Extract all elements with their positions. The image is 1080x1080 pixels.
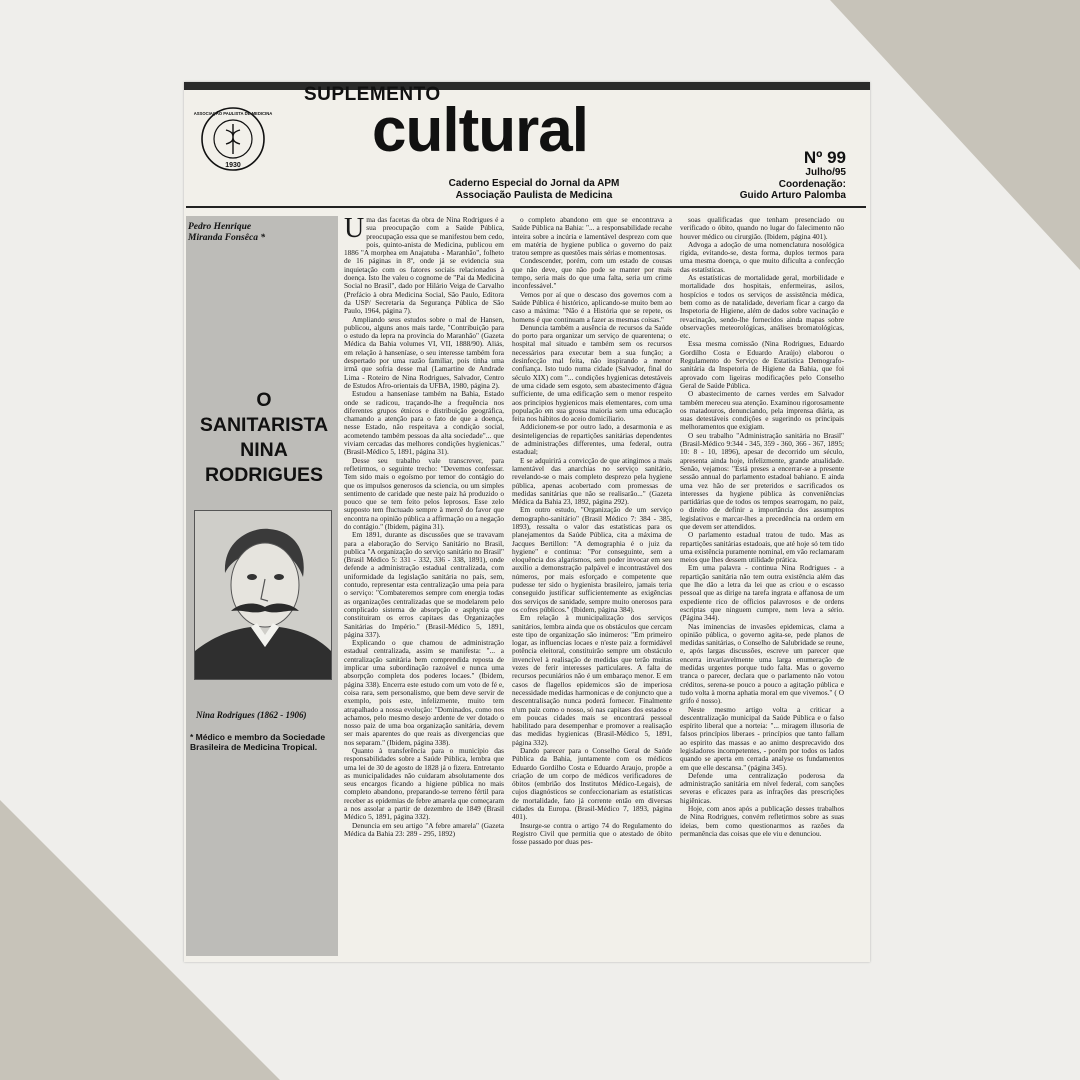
article-paragraph xyxy=(344,531,504,639)
portrait-left-eye xyxy=(247,574,257,580)
paragraph-text: ma das facetas da obra de Nina Rodrigues é a sua preocupação com a Saúde Pública, preocupação essa que se manifestou bem cedo, pois, quinto-anista de Medicina, publicou em 1886 "A morphea em Anajatuba - Maranhão", folheto de 16 páginas in 8º, onde já se evidencia sua inquietação com os fatores sociais relacionados à doença. Isto lhe valeu o cognome de "Pai da Medicina Social no Brasil", dado por Hilário Veiga de Carvalho (Prefácio à obra Medicina Social, São Paulo, Editora da USP/ Secretaria da Segurança Pública de São Paulo, 1964, página 7). xyxy=(344,215,504,316)
paragraph-text: Addicionem-se por outro lado, a desarmonia e as desinteligencias de repartições sanitárias dependentes de administrações differentes, uma federal, outra estadual; xyxy=(512,422,672,457)
article-paragraph xyxy=(680,390,844,431)
article-column-1 xyxy=(344,213,504,960)
paragraph-text: Denuncia em seu artigo "A febre amarela" (Gazeta Médica da Bahia 23: 289 - 295, 1892) xyxy=(344,820,504,838)
newspaper-page xyxy=(184,82,870,962)
article-paragraph xyxy=(680,805,844,838)
paragraph-text: Hoje, com anos após a publicação desses trabalhos de Nina Rodrigues, convém refletirmos sobre as suas ideias, bem como questionarmos as razões da permanência das coisas que ele viu e denunciou. xyxy=(680,804,844,838)
article-paragraph xyxy=(512,614,672,747)
article-paragraph xyxy=(680,706,844,772)
paragraph-text: O parlamento estadual tratou de tudo. Mas as repartições sanitárias estadoais, que até hoje só tem tido uma existência puramente nominal, em vão reclamaram meios que lhes dessem utilidade prática. xyxy=(680,530,844,565)
article-paragraph xyxy=(680,340,844,390)
article-paragraph xyxy=(512,216,672,257)
author-line-2: Miranda Fonsêca * xyxy=(188,233,266,243)
paragraph-text: As estatísticas de mortalidade geral, morbilidade e mortalidade dos hospitais, enfermeiras, asilos, hospícios e todos os serviços de assistência médica, bem como as de natalidade, deveriam ficar a cargo da Inspetoria de Higiene, além de dados sobre vacinação e revacinação, sendo-lhe fornecidos ainda mapas sobre observações meteorológicas, análises bromatológicas, etc. xyxy=(680,273,844,341)
portrait-icon xyxy=(195,511,331,679)
article-paragraph xyxy=(680,531,844,564)
article-paragraph xyxy=(680,623,844,706)
article-paragraph xyxy=(680,216,844,241)
header-suplemento: SUPLEMENTO xyxy=(304,84,441,105)
article-paragraph xyxy=(680,564,844,622)
paragraph-text: soas qualificadas que tenham presenciado ou verificado o óbito, quando no lugar do falecimento não houver médico ou cirurgião. (Ibidem, página 401). xyxy=(680,215,844,241)
paragraph-text: o completo abandono em que se encontrava a Saúde Pública na Bahia: "... a responsabilidade recahe inteira sobre a incúria e lamentável desprezo com que em matéria de hygiene publica o governo do paiz tratou sempre as questões mais sérias e momentosas. xyxy=(512,215,672,258)
logo-ring-text: ASSOCIAÇÃO PAULISTA DE MEDICINA xyxy=(193,111,273,116)
logo-year: 1930 xyxy=(225,162,241,169)
article-paragraph xyxy=(512,257,672,290)
coordination-label: Coordenação: xyxy=(778,178,846,190)
author-byline xyxy=(188,222,265,244)
paragraph-text: Desse seu trabalho vale transcrever, para refletirmos, o seguinte trecho: "Devemos confessar. Tem sido mais o egoísmo por temor do contágio do que os impulsos generosos da sciencia, ou um simples sentimento de caridade que neste paiz há produzido o pouco que se tem feito pelos leprosos. Esse zelo supposto tem fluctuado sempre à mercê do favor que encontra na opinião pública a affirmação ou a negação do contágio." (Ibidem, página 31). xyxy=(344,455,504,531)
article-paragraph xyxy=(344,639,504,747)
portrait-right-eye xyxy=(274,574,284,580)
article-paragraph xyxy=(344,316,504,391)
article-paragraph xyxy=(512,423,672,456)
header-subtitle xyxy=(364,178,704,202)
paragraph-text: E se adquirirá a convicção de que atingimos a mais lamentável das anarchias no serviço sanitário, revelando-se o mais completo desprezo pela hygiene pública, apenas acobertado com promessas de medidas sanitárias que não se realisarão..." (Gazeta Médica da Bahia 23, 1892, página 292). xyxy=(512,455,672,507)
paragraph-text: Defende uma centralização poderosa da administração sanitária em nível federal, com sanções severas e eficazes para as infrações das prescrições higiênicas. xyxy=(680,770,844,805)
article-paragraph xyxy=(680,432,844,532)
article-paragraph xyxy=(344,457,504,532)
paragraph-text: Explicando o que chamou de administração estadual centralizada, assim se manifesta: "... a centralização sanitária bem comprendida reposta de implicar uma subordinação razoável e nunca uma absorpção completa dos poderes locaes." (Ibidem, página 338). Encerra este estudo com um voto de fé e, coisa rara, sem personalismo, que bem deve servir de exemplo, pois este, infelizmente, muito tem atrapalhado a nossa evolução: "Dominados, como nos achamos, pelo mesmo desejo ardente de ver dotado o nosso paiz de uma boa organização sanitária, devem ser mais aparentes do que reais as divergencias que nos separam." (Ibidem, página 338). xyxy=(344,638,504,747)
issue-number: Nº 99 xyxy=(803,148,846,167)
apm-logo-seal xyxy=(193,106,273,172)
header-cultural-title: cultural xyxy=(372,96,588,165)
article-paragraph xyxy=(680,241,844,274)
photo-caption: Nina Rodrigues (1862 - 1906) xyxy=(196,710,307,720)
paragraph-text: Quanto à transferência para o município das responsabilidades sobre a Saúde Pública, lembra que uma lei de 30 de agosto de 1828 já o fizera. Entretanto as municipalidades não cuidaram absolutamente dos seus encargos ficando a higiene pública no mais completo abandono, preparando-se terreno fértil para receber as epidemias de febre amarela que começaram a nos assolar a partir de dezembro de 1849 (Brasil Médico 5, 1891, página 332). xyxy=(344,746,504,822)
paragraph-text: Condescender, porém, com um estado de cousas que não deve, que não pode se manter por mais tempo, seria mais do que uma falta, seria um crime inconfessável." xyxy=(512,256,672,291)
paragraph-text: Denuncia também a ausência de recursos da Saúde do porto para organizar um serviço de quarentena; o hospital mal situado e também sem os recursos necessários para executar bem a sua função; a desinfecção mal feita, não inspirando a menor confiança. Isto tudo numa cidade (Salvador, final do século XIX) com "... condições hygienicas detestáveis de uma cidade sem esgoto, sem abastecimento d'água sufficiente, de uma edificação sem o menor respeito aos principios hygienicos mais elementares, com uma população em sua grossa maioria sem uma educação feita nos hábitos do aceio domiciliario. xyxy=(512,322,672,424)
portrait-photo xyxy=(194,510,332,680)
article-paragraph xyxy=(512,324,672,424)
paragraph-text: Dando parecer para o Conselho Geral de Saúde Pública da Bahia, juntamente com os médicos Eduardo Gordilho Costa e Eduardo Araujo, propõe a criação de um corpo de médicos verificadores de óbitos (embrião dos Institutos Médico-Legais), de cujos diagnósticos se confeccionariam as estatísticas de mortalidade, fato já corrente então em diversas cidades da Europa. (Brasil-Médico 7, 1893, página 401). xyxy=(512,746,672,822)
author-footnote: * Médico e membro da Sociedade Brasileira de Medicina Tropical. xyxy=(190,732,326,752)
paragraph-text: Em uma palavra - continua Nina Rodrigues - a repartição sanitária não tem outra existência além das que lhe dão a letra da lei que as criou e o escasso pessoal que as dirige na tarefa ingrata e affanosa de um expediente rico de officios palavrosos e de ordens escriptas que ninguem cumpre, nem leva a sério. (Página 344). xyxy=(680,563,844,623)
title-line-2: SANITARISTA xyxy=(199,414,329,436)
coordinator-name: Guido Arturo Palomba xyxy=(739,190,846,201)
article-title xyxy=(190,388,338,488)
article-paragraph xyxy=(512,747,672,822)
drop-cap: U xyxy=(344,213,365,244)
paragraph-text: Nas iminencias de invasões epidemicas, clama a opinião pública, o governo agita-se, pede planos de medidas sanitárias, o Conselho de Salubridade se reune, e, após largas discussões, escreve um parecer que encerra invariavelmente uma larga enumeração de medidas urgentes porque tudo falta. Mas o governo tranca o parecer, declara que o parlamento não votou créditos, serena-se pouco a pouco a agitação pública e tudo volta à morna aphatia moral em que vivemos." ( O grifo é nosso). xyxy=(680,621,844,706)
paragraph-text: Em outro estudo, "Organização de um serviço demographo-sanitário" (Brasil Médico 7: 384 - 385, 1893), ressalta o valor das estatísticas para os planejamentos da Saúde Pública, cita a máxima de Jacques Bertillon: "A demographia é o juiz da hygiene" e continua: "Por conseguinte, sem a eloquência dos algarismos, sem poder invocar em seu auxílio a demonstração palpável e incontrastável dos números, por mais esforçado e competente que pudesse ter sido o hygienista brasileiro, jamais teria conseguido justificar sufficientemente as exigências dos serviços de sanidade, sempre muito onerosos para os cofres públicos." (Ibidem, página 384). xyxy=(512,505,672,614)
paragraph-text: Vemos por aí que o descaso dos governos com a Saúde Pública é histórico, aplicando-se muito bem ao caso a máxima: "Não é a História que se repete, os homens é que continuam a fazer as mesmas coisas." xyxy=(512,289,672,324)
portrait-face xyxy=(231,543,299,627)
header-divider xyxy=(186,206,866,208)
article-paragraph xyxy=(512,291,672,324)
article-paragraph xyxy=(680,772,844,805)
article-paragraph xyxy=(512,822,672,847)
article-paragraph xyxy=(680,274,844,340)
article-paragraph xyxy=(344,213,504,316)
author-line-1: Pedro Henrique xyxy=(188,222,252,232)
article-paragraph xyxy=(512,457,672,507)
paragraph-text: Em relação à municipalização dos serviços sanitários, lembra ainda que os obstáculos que cercam este tipo de organização são inúmeros: "Em primeiro logar, as influencias locaes e n'este paiz a formidável potência eleitoral, constituirão sempre um obstáculo invencível à realisação de medidas que terão muitas vezes de ferir interesses particulares. A falta de recursos pecuniários não é um embaraço menor. E em casos de flagellos epidemicos são de imperiosa necessidade medidas harmonicas e de conjuncto que a descentralisação nunca poderá fornecer. Finalmente n'um paiz como o nosso, só nas capitaes dos estados e em poucas cidades mais se encontrará pessoal habilitado para desempenhar e promover a realisação das medidas hygienicas (Brasil-Médico 5, 1891, página 332). xyxy=(512,613,672,747)
paragraph-text: Estudou a hanseníase também na Bahia, Estado onde se radicou, traçando-lhe a frequência nos diferentes grupos étnicos e distribuição geográfica, chamando a atenção para o fato de que a doença, nesse Estado, não respeitava a condição social, acometendo também pessoas da alta sociedade"... que viviam cercadas das melhores condições hygienicas." (Brasil-Médico 5, 1891, página 31). xyxy=(344,389,504,457)
article-paragraph xyxy=(512,506,672,614)
header-issue-info xyxy=(740,148,846,202)
article-paragraph xyxy=(344,390,504,456)
header-associacao: Associação Paulista de Medicina xyxy=(455,190,613,201)
paragraph-text: Em 1891, durante as discussões que se travavam para a elaboração do Serviço Sanitário no Brasil, publica "A organização do serviço sanitário no Brasil" (Brasil Médico 5: 331 - 332, 336 - 338, 1891), onde defende a administração estadual centralizada, com uniformidade da legislação sanitária no país, sem, contudo, representar esta centralização uma peia para o serviço: "Combateremos sempre com energia todas as organizações centralizadas que se modelarem pelo complicado sistema de absorpção e asphyxia que constituiram os erros capitaes das Organizações Sanitárias do Império." (Brasil-Médico 5, 1891, página 337). xyxy=(344,530,504,639)
logo-emblem-icon xyxy=(226,124,240,154)
issue-date: Julho/95 xyxy=(805,167,846,178)
paragraph-text: O abastecimento de carnes verdes em Salvador também mereceu sua atenção. Examinou rigorosamente os matadouros, denunciando, pela imprensa diária, as suas detestáveis condições e sugerindo os principais melhoramentos que exigiam. xyxy=(680,389,844,432)
paragraph-text: Neste mesmo artigo volta a criticar a descentralização municipal da Saúde Pública e o falso espírito liberal que a norteia: "... miragem illusoria de falsos princípios liberaes - princípios que tanto fallam ao espirito das massas e ao animo desprecavido dos legisladores incompetentes, - porém por todos os lados quando se aperta em cerrada analyse os fundamentos em que elle descansa." (página 345). xyxy=(680,704,844,772)
article-paragraph xyxy=(344,747,504,822)
paragraph-text: Advoga a adoção de uma nomenclatura nosológica rígida, evitando-se, desta forma, duplos termos para uma mesma doença, o que muito dificulta a confecção das estatísticas. xyxy=(680,239,844,274)
title-line-4: RODRIGUES xyxy=(204,464,324,486)
paragraph-text: Essa mesma comissão (Nina Rodrigues, Eduardo Gordilho Costa e Eduardo Araújo) elaborou o Regulamento do Serviço de Estatística Demografo-sanitária da Inspetoria de Higiene da Bahia, que foi aprovado com ligeiras modificações pelo Conselho Geral de Saúde Pública. xyxy=(680,339,844,390)
article-column-3 xyxy=(680,216,844,960)
top-dark-band xyxy=(184,82,870,90)
title-line-1: O xyxy=(256,389,272,411)
paragraph-text: Ampliando seus estudos sobre o mal de Hansen, publicou, alguns anos mais tarde, "Contribuição para o estudo da lepra na província do Maranhão" (Gazeta Médica da Bahia volumes VI, VII, 1888/90). Aliás, em relação à hanseníase, o seu interesse também fora despertado por uma razão familiar, pois tinha uma irmã que sofria desse mal (Lamartine de Andrade Lima - Roteiro de Nina Rodrigues, Salvador, Centro de Estudos Afro-orientais da UFBA, 1980, página 2). xyxy=(344,314,504,390)
header-caderno: Caderno Especial do Jornal da APM xyxy=(448,178,620,189)
paragraph-text: O seu trabalho "Administração sanitária no Brasil" (Brasil-Médico 9:344 - 345, 359 - 360, 366 - 367, 1895; 10: 8 - 10, 1896), apesar de decorrido um século, apresenta ainda hoje, infelizmente, grande atualidade. Senão, vejamos: "Está preses a encerrar-se a presente sessão annual do parlamento estadoal bahiano. E ainda uma vez hão de ser preteridos e sacrificados os interesses da hygiene pública às conveniências partidárias que de todos os tempos searrogam, no paiz, o direito de definir a importância dos assumptos legislativos e marcar-lhes a precedência na ordem em que devem ser attendidos. xyxy=(680,430,844,531)
article-paragraph xyxy=(344,822,504,839)
title-line-3: NINA xyxy=(240,439,288,461)
article-column-2 xyxy=(512,216,672,960)
paragraph-text: Insurge-se contra o artigo 74 do Regulamento do Registro Civil que permitia que o atestado de óbito fosse passado por duas pes- xyxy=(512,820,672,847)
